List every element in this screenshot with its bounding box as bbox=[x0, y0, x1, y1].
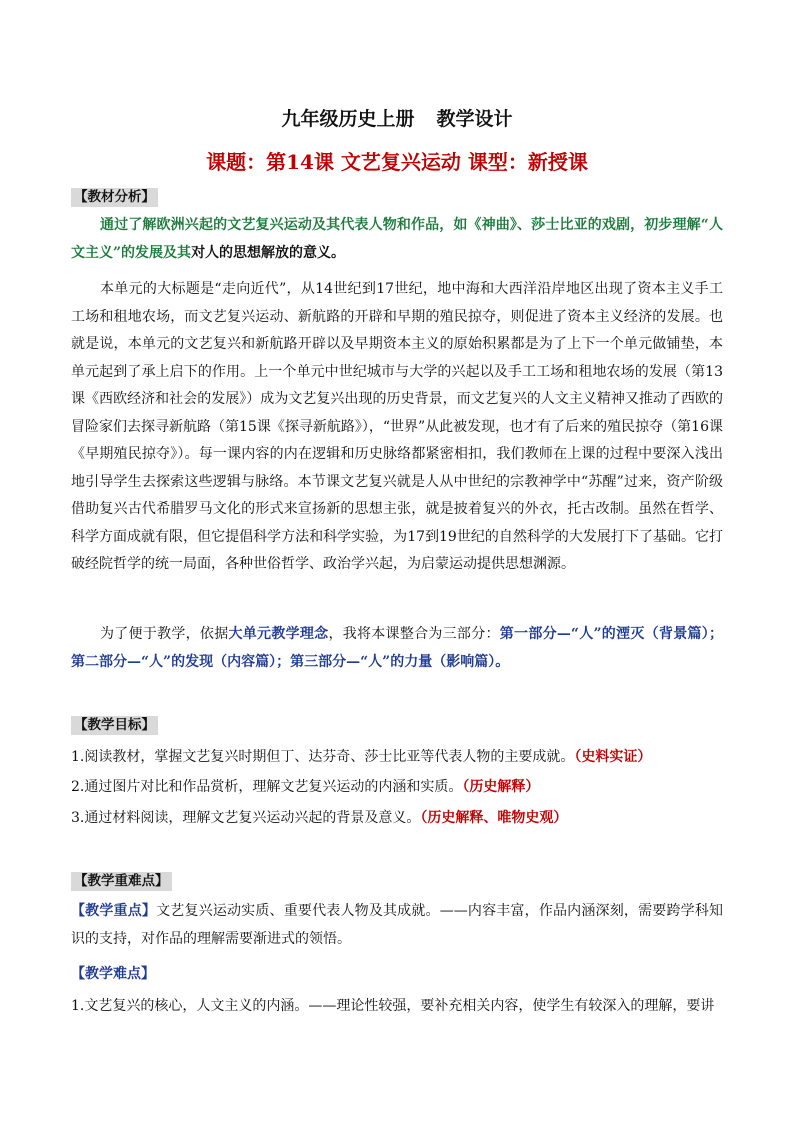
paragraph-key-points bbox=[71, 898, 723, 953]
objective-item bbox=[71, 808, 567, 828]
overview-part-3: 对人的思想解放的意义。 bbox=[191, 244, 346, 261]
objective-tag: （史料实证） bbox=[574, 749, 652, 765]
structure-part-2: 大单元教学理念 bbox=[228, 626, 329, 642]
objective-item bbox=[71, 747, 651, 767]
lesson-subtitle: 课题：第14课 文艺复兴运动 课型：新授课 bbox=[206, 150, 588, 174]
overview-part-1: 通过了解欧洲兴起的文艺复兴运动及其代表人物和作品，如《神曲》、莎士比亚的戏剧， bbox=[100, 217, 645, 233]
document-title-right: 教学设计 bbox=[436, 108, 513, 130]
key-points-text: 文艺复兴运动实质、重要代表人物及其成就。——内容丰富，作品内涵深刻，需要跨学科知识的支持，对作品的理解需要渐进式的领悟。 bbox=[71, 903, 724, 947]
document-title-left: 九年级历史上册 bbox=[281, 108, 415, 130]
document-title bbox=[0, 104, 794, 131]
objective-text: 2.通过图片对比和作品赏析，理解文艺复兴运动的内涵和实质。 bbox=[71, 779, 463, 795]
objective-tag: （历史解释、唯物史观） bbox=[420, 810, 568, 826]
structure-part-4: 第一部分—“人”的湮灭（背景篇）；第二部分—“人”的发现（内容篇）；第三部分—“人”的力量（影响篇）。 bbox=[71, 626, 724, 670]
paragraph-unit-analysis: 本单元的大标题是“走向近代”，从14世纪到17世纪，地中海和大西洋沿岸地区出现了资本主义手工工场和租地农场，而文艺复兴运动、新航路的开辟和早期的殖民掠夺，则促进了资本主义经济的发展。也就是说，本单元的文艺复兴和新航路开辟以及早期资本主义的原始积累都是为了上下一个单元做铺垫，本单元起到了承上启下的作用。上一个单元中世纪城市与大学的兴起以及手工工场和租地农场的发展（第13课《西欧经济和社会的发展》）成为文艺复兴出现的历史背景，而文艺复兴的人文主义精神又推动了西欧的冒险家们去探寻新航路（第15课《探寻新航路》），“世界”从此被发现，也才有了后来的殖民掠夺（第16课《早期殖民掠夺》）。每一课内容的内在逻辑和历史脉络都紧密相扣，我们教师在上课的过程中要深入浅出地引导学生去探索这些逻辑与脉络。本节课文艺复兴就是人从中世纪的宗教神学中“苏醒”过来，资产阶级借助复兴古代希腊罗马文化的形式来宣扬新的思想主张，就是披着复兴的外衣，托古改制。虽然在哲学、科学方面成就有限，但它提倡科学方法和科学实验，为17到19世纪的自然科学的大发展打下了基础。它打破经院哲学的统一局面，各种世俗哲学、政治学兴起，为启蒙运动提供思想渊源。 bbox=[71, 281, 723, 572]
section-label-teaching-objectives: 【教学目标】 bbox=[71, 716, 158, 735]
difficult-points-label: 【教学难点】 bbox=[71, 966, 155, 982]
objective-text: 1.阅读教材，掌握文艺复兴时期但丁、达芬奇、莎士比亚等代表人物的主要成就。 bbox=[71, 749, 575, 765]
key-points-label: 【教学重点】 bbox=[71, 903, 157, 919]
paragraph-lesson-structure bbox=[71, 621, 723, 676]
paragraph-overview bbox=[71, 212, 723, 267]
objective-item bbox=[71, 777, 539, 797]
difficult-point-item: 1.文艺复兴的核心，人文主义的内涵。——理论性较强，要补充相关内容，使学生有较深入的理解，要讲 bbox=[71, 998, 715, 1014]
objective-tag: （历史解释） bbox=[462, 779, 540, 795]
objective-text: 3.通过材料阅读，理解文艺复兴运动兴起的背景及意义。 bbox=[71, 810, 421, 826]
structure-part-1: 为了便于教学，依据 bbox=[100, 626, 229, 642]
overview-part-2: 初步理解“人文主义”的发展及其 bbox=[71, 217, 723, 261]
section-label-textbook-analysis: 【教材分析】 bbox=[71, 188, 158, 207]
structure-part-3: ，我将本课整合为三部分： bbox=[328, 626, 500, 642]
section-label-key-difficult-points: 【教学重难点】 bbox=[71, 872, 172, 891]
